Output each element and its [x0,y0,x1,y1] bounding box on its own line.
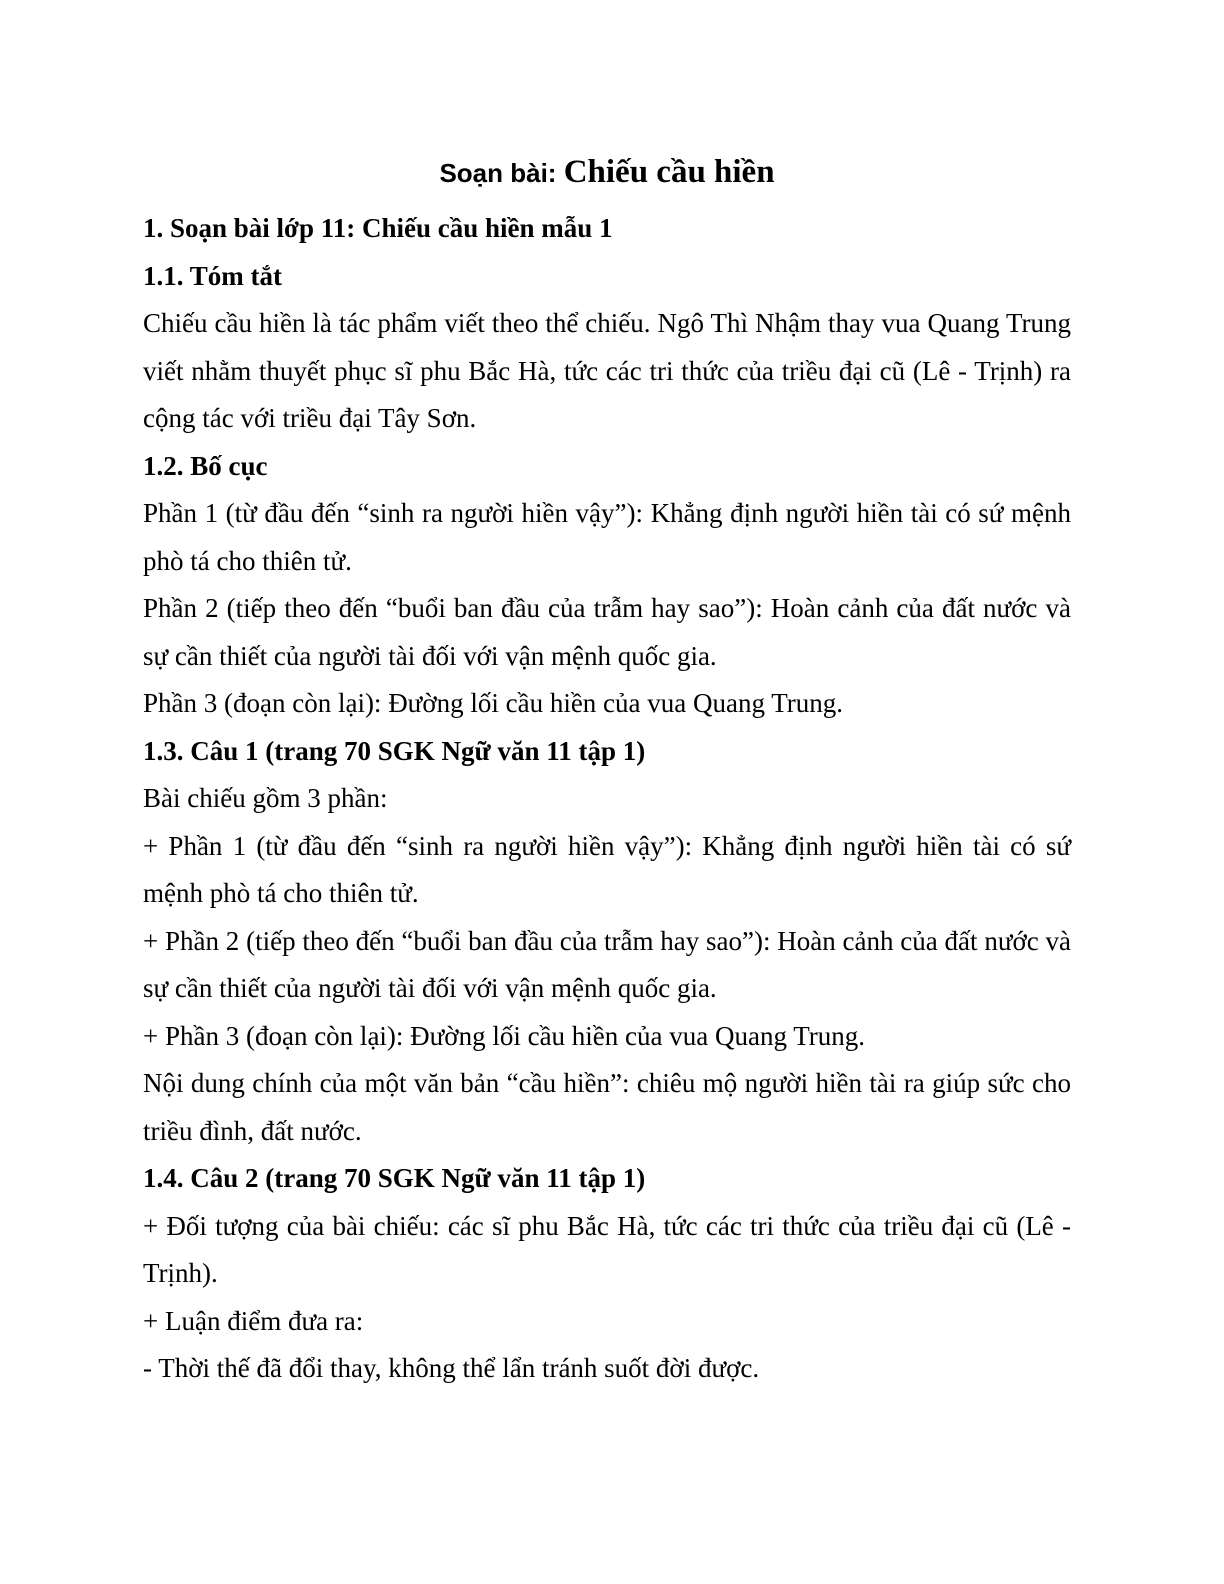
paragraph-q1-content: Nội dung chính của một văn bản “cầu hiền”: chiêu mộ người hiền tài ra giúp sức cho triều đình, đất nước. [143,1068,1071,1146]
heading-summary: 1.1. Tóm tắt [143,260,282,291]
document-title [143,138,1071,199]
heading-section-1: 1. Soạn bài lớp 11: Chiếu cầu hiền mẫu 1 [143,213,613,243]
document-page [143,138,1071,1393]
heading-question-2: 1.4. Câu 2 (trang 70 SGK Ngữ văn 11 tập 1) [143,1163,646,1193]
title-prefix: Soạn bài: [439,158,564,188]
paragraph-part-3: Phần 3 (đoạn còn lại): Đường lối cầu hiền của vua Quang Trung. [143,688,844,718]
heading-question-1: 1.3. Câu 1 (trang 70 SGK Ngữ văn 11 tập 1) [143,735,646,766]
paragraph-q2-audience: + Đối tượng của bài chiếu: các sĩ phu Bắc Hà, tức các tri thức của triều đại cũ (Lê - Trịnh). [143,1210,1071,1288]
heading-layout: 1.2. Bố cục [143,450,268,481]
paragraph-part-2: Phần 2 (tiếp theo đến “buổi ban đầu của trẫm hay sao”): Hoàn cảnh của đất nước và sự cần thiết của người tài đối với vận mệnh quốc gia. [143,593,1071,671]
paragraph-q1-part-3: + Phần 3 (đoạn còn lại): Đường lối cầu hiền của vua Quang Trung. [143,1020,866,1051]
title-main: Chiếu cầu hiền [563,154,775,190]
paragraph-summary: Chiếu cầu hiền là tác phẩm viết theo thể chiếu. Ngô Thì Nhậm thay vua Quang Trung viết nhằm thuyết phục sĩ phu Bắc Hà, tức các tri thức của triều đại cũ (Lê - Trịnh) ra cộng tác với triều đại Tây Sơn. [143,308,1071,433]
paragraph-part-1: Phần 1 (từ đầu đến “sinh ra người hiền vậy”): Khẳng định người hiền tài có sứ mệnh phò tá cho thiên tử. [143,498,1071,576]
paragraph-q1-part-2: + Phần 2 (tiếp theo đến “buổi ban đầu của trẫm hay sao”): Hoàn cảnh của đất nước và sự cần thiết của người tài đối với vận mệnh quốc gia. [143,925,1071,1003]
paragraph-q1-part-1: + Phần 1 (từ đầu đến “sinh ra người hiền vậy”): Khẳng định người hiền tài có sứ mệnh phò tá cho thiên tử. [143,830,1071,908]
paragraph-q2-point-1: - Thời thế đã đổi thay, không thể lẩn tránh suốt đời được. [143,1353,760,1383]
paragraph-q1-intro: Bài chiếu gồm 3 phần: [143,783,388,813]
paragraph-q2-arguments: + Luận điểm đưa ra: [143,1305,364,1336]
